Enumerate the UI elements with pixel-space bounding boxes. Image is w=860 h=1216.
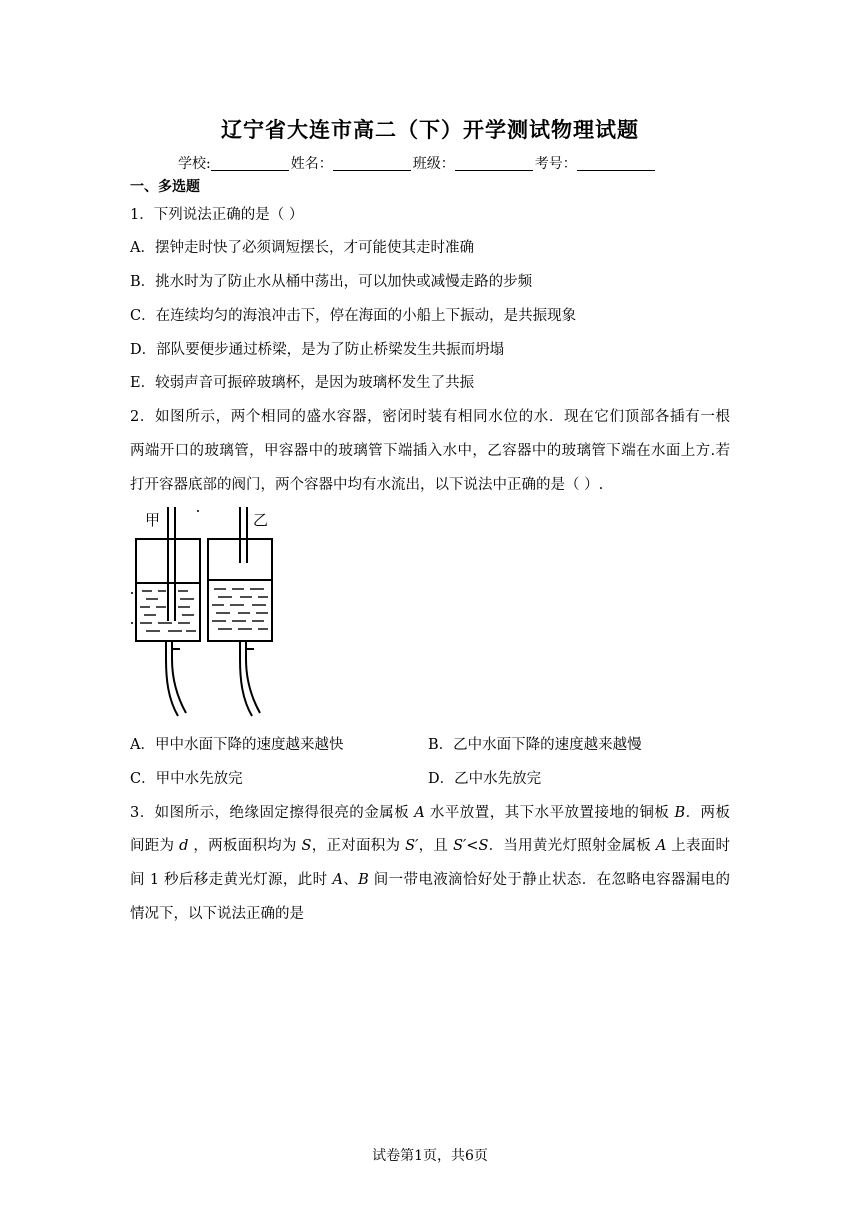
exam-no-blank[interactable] <box>577 156 655 171</box>
water-yi <box>212 589 268 629</box>
q1-option-e: E．较弱声音可振碎玻璃杯，是因为玻璃杯发生了共振 <box>130 375 475 391</box>
exam-no-label: 考号： <box>534 156 577 172</box>
q3-stem-line1: 3．如图所示，绝缘固定擦得很亮的金属板 A 水平放置，其下水平放置接地的铜板 B．两板 <box>130 805 731 821</box>
container-yi <box>208 507 272 716</box>
student-info-line <box>178 153 657 173</box>
page-footer: 试卷第1页，共6页 <box>372 1148 488 1164</box>
school-label: 学校: <box>178 156 211 172</box>
q3-stem-line4: 情况下，以下说法正确的是 <box>130 906 304 922</box>
q2-option-b: B．乙中水面下降的速度越来越慢 <box>428 737 642 753</box>
q2-option-a: A．甲中水面下降的速度越来越快 <box>130 737 344 753</box>
q2-stem-line1: 2．如图所示，两个相同的盛水容器，密闭时装有相同水位的水．现在它们顶部各插有一根 <box>130 409 730 425</box>
label-jia: 甲 <box>145 511 161 529</box>
label-yi: 乙 <box>253 511 269 529</box>
q1-option-a: A．摆钟走时快了必须调短摆长，才可能使其走时准确 <box>130 240 474 256</box>
containers-figure <box>128 503 278 718</box>
container-jia <box>136 507 200 716</box>
q1-stem: 1．下列说法正确的是（ ） <box>130 207 304 223</box>
page-title: 辽宁省大连市高二（下）开学测试物理试题 <box>221 117 639 142</box>
name-blank[interactable] <box>333 156 411 171</box>
q3-stem-line3: 间 1 秒后移走黄光灯源，此时 A、B 间一带电液滴恰好处于静止状态．在忽略电容器漏电的 <box>130 872 731 888</box>
q1-option-b: B．挑水时为了防止水从桶中荡出，可以加快或减慢走路的步频 <box>130 274 533 290</box>
class-blank[interactable] <box>455 156 533 171</box>
school-blank[interactable] <box>211 156 289 171</box>
q1-option-d: D．部队要便步通过桥梁，是为了防止桥梁发生共振而坍塌 <box>130 342 505 358</box>
q2-stem-line2: 两端开口的玻璃管，甲容器中的玻璃管下端插入水中，乙容器中的玻璃管下端在水面上方.若 <box>130 443 730 459</box>
q2-stem-line3: 打开容器底部的阀门，两个容器中均有水流出，以下说法中正确的是（ ）. <box>130 477 604 493</box>
q2-option-d: D．乙中水先放完 <box>428 771 542 787</box>
q3-stem-line2: 间距为 d ，两板面积均为 S，正对面积为 S′，且 S′<S．当用黄光灯照射金属板 A 上表面时 <box>130 838 731 854</box>
q1-option-c: C．在连续均匀的海浪冲击下，停在海面的小船上下振动，是共振现象 <box>130 308 577 324</box>
class-label: 班级： <box>412 156 455 172</box>
section-heading: 一、多选题 <box>130 179 200 195</box>
q2-option-c: C．甲中水先放完 <box>130 771 243 787</box>
name-label: 姓名： <box>290 156 333 172</box>
